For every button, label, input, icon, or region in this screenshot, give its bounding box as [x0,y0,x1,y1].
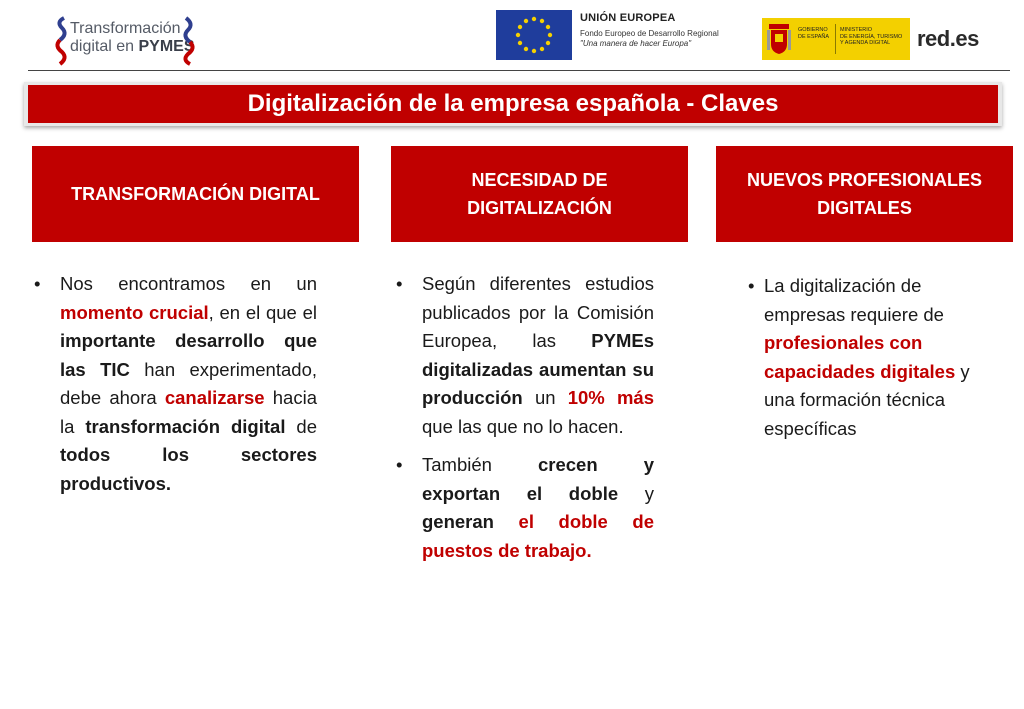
gob-col2-line2: DE ENERGÍA, TURISMO [840,33,903,40]
eu-fund: Fondo Europeo de Desarrollo Regional [580,29,719,38]
bullet-item: • También crecen y exportan el doble y generan el doble de puestos de trabajo. [394,451,654,565]
eu-motto: "Una manera de hacer Europa" [580,39,692,48]
column-header-profesionales [716,146,1013,242]
gob-col2-line3: Y AGENDA DIGITAL [840,40,891,46]
header-divider [28,70,1010,71]
coat-of-arms-icon [766,22,792,56]
bullet-item: • La digitalización de empresas requiere de profesionales con capacidades digitales y una formación técnica específicas [744,272,994,443]
logo-line2a: digital en [70,38,139,55]
gob-col1-line2: DE ESPAÑA [798,33,830,40]
logo-mark-icon [52,14,72,66]
column-header-3-line2: DIGITALES [817,198,912,218]
transformacion-digital-logo [52,14,202,66]
eu-title: UNIÓN EUROPEA [580,12,676,24]
title-bar [28,85,998,123]
column-header-2-line2: DIGITALIZACIÓN [467,198,612,218]
logo-line1: Transformación [70,20,181,37]
logo-mark-right-icon [182,16,198,66]
reds-logo: red.es [917,26,979,51]
column-header-transformacion [32,146,359,242]
bullet-item: • Según diferentes estudios publicados por la Comisión Europea, las PYMEs digitalizadas aumentan su producción un 10% más que las que no lo hacen. [394,270,654,441]
column-2-body [394,270,654,565]
column-header-2-line1: NECESIDAD DE [471,170,608,190]
logo-line2b: PYMES [138,38,195,55]
slide-title: Digitalización de la empresa española - Claves [247,90,779,117]
gob-col1-line1: GOBIERNO [798,27,828,33]
bullet-item: • Nos encontramos en un momento crucial, en el que el importante desarrollo que las TIC han experimentado, debe ahora canalizarse hacia la transformación digital de todos los sectores productivos. [32,270,317,498]
column-header-necesidad [391,146,688,242]
column-1-body [32,270,317,498]
eu-flag-icon [496,10,572,60]
gob-col2-line1: MINISTERIO [840,27,873,33]
column-header-1-label: TRANSFORMACIÓN DIGITAL [71,184,320,204]
gobierno-logo [762,18,910,60]
column-3-body [744,272,994,443]
eu-text-block [580,12,750,48]
column-header-3-line1: NUEVOS PROFESIONALES [746,170,983,190]
